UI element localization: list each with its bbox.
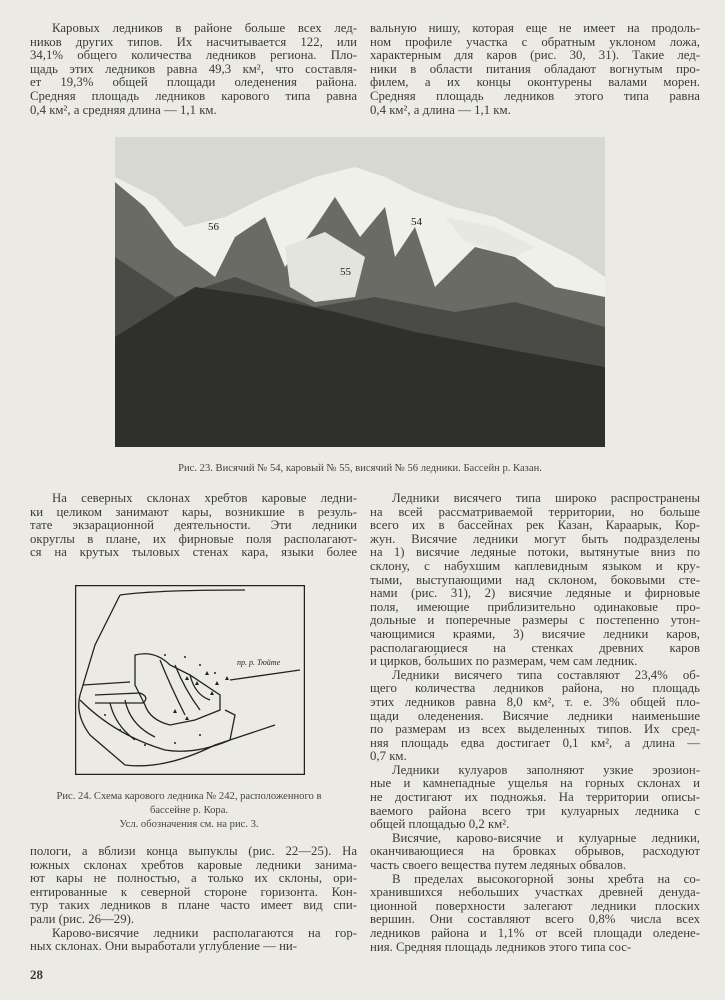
text-line: ентированные к северной стороне горизонта. Кон- xyxy=(30,884,357,899)
mid-left-paragraph xyxy=(30,492,357,560)
text-line: южных склонах хребтов каровые ледники занима- xyxy=(30,857,357,872)
figure-23-photo xyxy=(115,137,605,447)
label-54: 54 xyxy=(411,216,422,228)
figure-24-caption-line: бассейне р. Кора. xyxy=(149,805,229,816)
bottom-left-paragraph xyxy=(30,845,357,954)
top-left-paragraph xyxy=(30,22,357,117)
text-line: Средняя площадь ледников этого типа равна xyxy=(370,88,700,103)
text-line: щади оледенения. Висячие ледники наименьшие xyxy=(370,708,700,723)
text-line: филем, а их концы оконтурены валами морен. xyxy=(370,75,700,90)
text-line: В пределах высокогорной зоны хребта на со- xyxy=(392,871,700,886)
text-line: Ледники висячего типа широко распространены xyxy=(392,491,700,505)
text-line: ют кары не полностью, а только их склоны, ори- xyxy=(30,871,357,886)
text-line: ционной поверхности залегают ледники плоских xyxy=(370,898,700,913)
text-line: и цирков, бо́льших по размерам, чем сам ледник. xyxy=(370,654,638,669)
text-line: характерным для каров (рис. 30, 31). Такие лед- xyxy=(370,48,700,63)
text-line: ных склонах. Они выработали углубление — ни- xyxy=(30,939,298,954)
figure-24-caption xyxy=(24,790,354,832)
text-line: 34,1% общего количества ледников региона. Пло- xyxy=(30,48,357,63)
text-line: ки целиком занимают кары, возникшие в резуль- xyxy=(30,504,357,519)
text-line: Висячие, карово-висячие и кулуарные ледники, xyxy=(392,830,700,845)
text-line: располагающиеся на стенках древних каров xyxy=(370,640,700,655)
page-number: 28 xyxy=(30,967,43,982)
text-line: тыми, выступающими над склоном, боковыми сте- xyxy=(370,572,700,587)
text-line: ники в области питания обладают вогнутым про- xyxy=(370,61,700,76)
text-line: Ледники висячего типа составляют 23,4% об- xyxy=(392,667,700,682)
right-column-text xyxy=(370,492,700,954)
text-line: оканчивающиеся на бровках обрывов, расходуют xyxy=(370,844,700,859)
text-line: нами (рис. 31), 2) висячие ледяные и фирновые xyxy=(370,586,700,601)
text-line: Ледники кулуаров заполняют узкие эрозион- xyxy=(392,762,700,777)
text-line: На северных склонах хребтов каровые ледни- xyxy=(52,491,357,505)
text-line: общей площадью 0,2 км². xyxy=(370,817,510,832)
text-line: по размерам из всех выделенных типов. Их сред- xyxy=(370,722,700,737)
text-line: поля, имеющие приблизительно одинаковые про- xyxy=(370,599,700,614)
top-right-paragraph xyxy=(370,22,700,117)
text-line: 0,7 км. xyxy=(370,749,407,764)
figure-24-diagram xyxy=(75,585,305,775)
text-line: часть своего вещества путем ледяных обвалов. xyxy=(370,858,627,873)
text-line: Карово-висячие ледники располагаются на гор- xyxy=(52,925,357,940)
text-line: округлы в плане, их фирновые поля располагают- xyxy=(30,531,357,546)
text-line: этих ледников равна 8,0 км², т. е. 3% общей пло- xyxy=(370,694,700,709)
text-line: ледников района и 1,1% от всей площади оледене- xyxy=(370,926,700,940)
label-56: 56 xyxy=(208,221,219,233)
text-line: всего их в бассейнах рек Казан, Караарык, Кор- xyxy=(370,518,700,533)
text-line: ет 19,3% общей площади оледенения района. xyxy=(30,75,357,90)
text-line: хранившихся небольших участках древней денуда- xyxy=(370,885,700,900)
text-line: пологи, а вблизи конца выпуклы (рис. 22—25). На xyxy=(30,844,357,858)
text-line: ния. Средняя площадь ледников этого типа сос- xyxy=(370,939,632,954)
text-line: на 1) висячие ледяные потоки, вытянутые вниз по xyxy=(370,545,700,560)
text-line: тур таких ледников в плане часто имеет вид спи- xyxy=(30,898,357,913)
text-line: тате экзарационной деятельности. Эти ледники xyxy=(30,518,357,533)
text-line: 0,4 км², а средняя длина — 1,1 км. xyxy=(30,102,217,117)
text-line: чающимися краями, 3) висячие ледники каров, xyxy=(370,626,700,641)
text-line: няя площадь едва достигает 0,1 км², а длина — xyxy=(370,735,700,750)
text-line: вальную нишу, которая еще не имеет на продоль- xyxy=(370,21,700,35)
text-line: 0,4 км², а длина — 1,1 км. xyxy=(370,102,511,117)
text-line: ся на крутых тыловых стенах кара, языки более xyxy=(30,545,357,560)
river-label: пр. р. Тюйте xyxy=(237,658,281,667)
label-55: 55 xyxy=(340,266,351,278)
text-line: щадь этих ледников равна 49,3 км², что составля- xyxy=(30,61,357,76)
text-line: вершин. Они составляют всего 0,8% числа всех xyxy=(370,912,700,927)
figure-24-caption-line: Усл. обозначения см. на рис. 3. xyxy=(119,819,259,830)
figure-24-caption-line: Рис. 24. Схема карового ледника № 242, расположенного в xyxy=(56,791,322,802)
text-line: ном профиле участка с обратным уклоном ложа, xyxy=(370,34,700,49)
text-line: не достигают их подножья. На территории описы- xyxy=(370,790,700,805)
text-line: на всей рассматриваемой территории, но больше xyxy=(370,504,700,519)
text-line: жун. Висячие ледники могут быть подразделены xyxy=(370,531,700,546)
text-line: ников других типов. Их насчитывается 122, или xyxy=(30,34,357,49)
text-line: ваемого района всего три кулуарных ледника с xyxy=(370,803,700,818)
text-line: Каровых ледников в районе больше всех лед- xyxy=(52,21,357,35)
text-line: рали (рис. 26—29). xyxy=(30,911,135,926)
text-line: щего количества ледников района, но площадь xyxy=(370,681,700,696)
figure-23-caption: Рис. 23. Висячий № 54, каровый № 55, висячий № 56 ледники. Бассейн р. Казан. xyxy=(178,463,542,474)
text-line: Средняя площадь ледников карового типа равна xyxy=(30,88,357,103)
text-line: ные и камнепадные ущелья на горных склонах и xyxy=(370,776,700,791)
text-line: дольные и поперечные размеры с постепенно утон- xyxy=(370,613,700,628)
text-line: склону, с набухшим каплевидным языком и кру- xyxy=(370,558,700,573)
